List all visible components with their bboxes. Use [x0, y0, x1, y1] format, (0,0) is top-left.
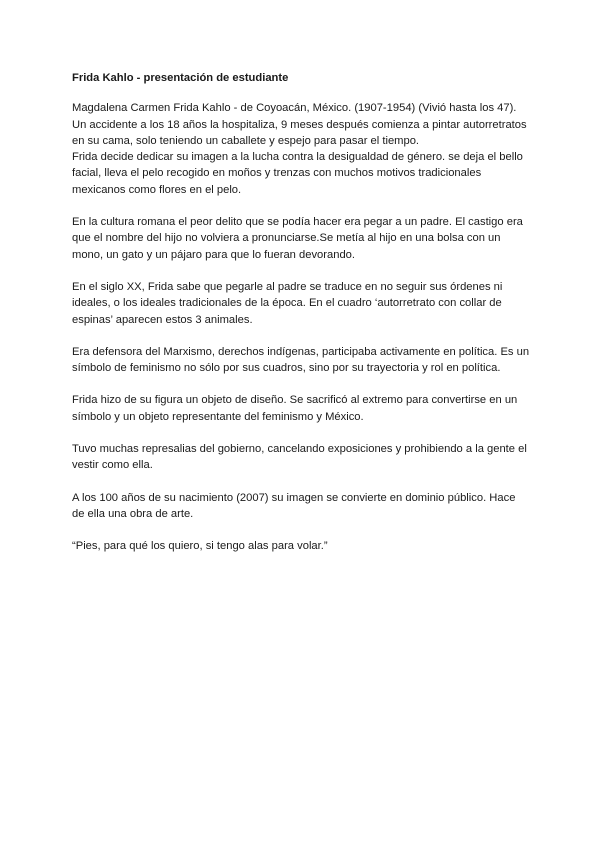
paragraph-roman-culture: [72, 214, 542, 263]
text-line: mono, un gato y un pájaro para que lo fueran devorando.: [72, 248, 355, 261]
text-line: espinas’ aparecen estos 3 animales.: [72, 313, 253, 326]
text-line: Magdalena Carmen Frida Kahlo - de Coyoacán, México. (1907-1954) (Vivió hasta los 47).: [72, 102, 517, 115]
text-line: símbolo y un objeto representante del feminismo y México.: [72, 410, 364, 423]
text-line: mexicanos como flores en el pelo.: [72, 183, 242, 196]
text-line: en su cama, solo teniendo un caballete y espejo para pasar el tiempo.: [72, 134, 420, 147]
text-line: vestir como ella.: [72, 459, 153, 472]
text-line: ideales, o los ideales tradicionales de la época. En el cuadro ‘autorretrato con collar de: [72, 297, 502, 310]
text-line: símbolo de feminismo no sólo por sus cuadros, sino por su trayectoria y rol en política.: [72, 362, 501, 375]
paragraph-marxism: [72, 344, 542, 377]
paragraph-biography: [72, 100, 542, 198]
text-line: En la cultura romana el peor delito que se podía hacer era pegar a un padre. El castigo era: [72, 216, 523, 229]
text-line: Un accidente a los 18 años la hospitaliza, 9 meses después comienza a pintar autorretratos: [72, 118, 527, 131]
document-title: Frida Kahlo - presentación de estudiante: [72, 72, 289, 84]
text-line: A los 100 años de su nacimiento (2007) su imagen se convierte en dominio público. Hace: [72, 491, 516, 504]
paragraph-design-object: [72, 392, 542, 425]
text-line: Frida hizo de su figura un objeto de diseño. Se sacrificó al extremo para convertirse en un: [72, 394, 518, 407]
paragraph-twentieth-century: [72, 279, 542, 328]
paragraph-public-domain: [72, 490, 542, 523]
text-line: de ella una obra de arte.: [72, 507, 194, 520]
paragraph-quote: [72, 538, 542, 554]
paragraph-reprisals: [72, 441, 542, 474]
text-line: En el siglo XX, Frida sabe que pegarle al padre se traduce en no seguir sus órdenes ni: [72, 280, 503, 293]
document-body: [72, 70, 542, 571]
text-line: Tuvo muchas represalias del gobierno, cancelando exposiciones y prohibiendo a la gente el: [72, 443, 527, 456]
text-line: Era defensora del Marxismo, derechos indígenas, participaba activamente en política. Es un: [72, 345, 530, 358]
text-line: que el nombre del hijo no volviera a pronunciarse.Se metía al hijo en una bolsa con un: [72, 232, 501, 245]
text-line: facial, lleva el pelo recogido en moños y trenzas con muchos motivos tradicionales: [72, 167, 482, 180]
quote-line: “Pies, para qué los quiero, si tengo alas para volar.”: [72, 540, 328, 553]
text-line: Frida decide dedicar su imagen a la lucha contra la desigualdad de género. se deja el bello: [72, 151, 523, 164]
